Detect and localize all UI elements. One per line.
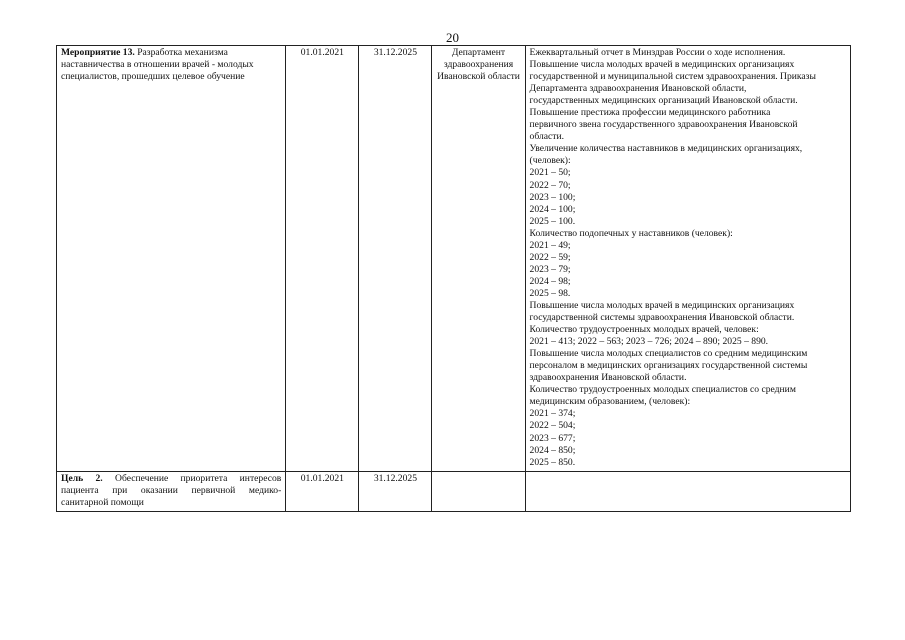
- result-line: медицинским образованием, (человек):: [529, 396, 691, 408]
- result-line: 2022 – 59;: [529, 251, 571, 263]
- result-line: 2025 – 98.: [529, 287, 571, 299]
- result-line: 2025 – 100.: [529, 215, 576, 227]
- end-date-cell: 31.12.2025: [359, 46, 432, 472]
- result-line: Повышение числа молодых врачей в медицинских организациях: [529, 59, 795, 71]
- result-line: Ежеквартальный отчет в Минздрав России о ходе исполнения.: [529, 47, 786, 58]
- goal-title-cell: [57, 471, 286, 511]
- result-line: персоналом в медицинских организациях государственной системы: [529, 360, 808, 372]
- result-line: первичного звена государственного здравоохранения Ивановской: [529, 119, 798, 131]
- results-lines: [530, 47, 846, 469]
- page-number: 20: [446, 30, 459, 45]
- start-date-cell: 01.01.2021: [286, 46, 359, 472]
- measures-table: [56, 45, 851, 512]
- table-row-measure-13: [57, 46, 851, 472]
- results-cell: [525, 46, 850, 472]
- result-line: Количество трудоустроенных молодых врачей, человек:: [529, 324, 759, 336]
- result-line: Департамента здравоохранения Ивановской области,: [529, 83, 747, 95]
- result-line: 2022 – 70;: [529, 179, 571, 191]
- goal-end-date-cell: 31.12.2025: [359, 471, 432, 511]
- result-line: 2023 – 677;: [529, 432, 576, 444]
- goal-results-cell: [525, 471, 850, 511]
- measure-title-bold: Мероприятие 13.: [61, 47, 135, 58]
- result-line: 2022 – 504;: [529, 420, 576, 432]
- result-line: 2021 – 413; 2022 – 563; 2023 – 726; 2024 – 890; 2025 – 890.: [529, 336, 769, 348]
- result-line: 2021 – 50;: [529, 167, 571, 179]
- result-line: Повышение престижа профессии медицинского работника: [529, 107, 771, 119]
- result-line: (человек):: [529, 155, 571, 167]
- goal-start-date-cell: 01.01.2021: [286, 471, 359, 511]
- result-line: Повышение числа молодых врачей в медицинских организациях: [529, 299, 795, 311]
- result-line: государственных медицинских организаций Ивановской области.: [529, 95, 798, 107]
- result-line: государственной и муниципальной систем здравоохранения. Приказы: [529, 71, 816, 83]
- result-line: 2025 – 850.: [529, 456, 576, 468]
- result-line: 2021 – 49;: [529, 239, 571, 251]
- result-line: здравоохранения Ивановской области.: [529, 372, 687, 384]
- result-line: государственной системы здравоохранения Ивановской области.: [529, 312, 795, 324]
- result-line: Увеличение количества наставников в медицинских организациях,: [529, 143, 803, 155]
- result-line: 2023 – 100;: [529, 191, 576, 203]
- goal-executor-cell: [432, 471, 525, 511]
- goal-title-bold: Цель 2.: [61, 472, 103, 484]
- measure-title-text: Разработка механизма наставничества в отношении врачей - молодых специалистов, прошедших целевое обучение: [61, 47, 254, 83]
- result-line: 2023 – 79;: [529, 263, 571, 275]
- measure-title-cell: [57, 46, 286, 472]
- executor-cell: Департамент здравоохранения Ивановской области: [432, 46, 525, 472]
- result-line: Количество подопечных у наставников (человек):: [529, 227, 733, 239]
- result-line: Количество трудоустроенных молодых специалистов со средним: [529, 384, 796, 396]
- result-line: 2024 – 98;: [529, 275, 571, 287]
- result-line: Повышение числа молодых специалистов со средним медицинским: [529, 348, 808, 360]
- result-line: области.: [529, 131, 565, 143]
- result-line: 2021 – 374;: [529, 408, 576, 420]
- goal-title-text: Обеспечение приоритета интересов пациента при оказании первичной медико-санитарной помощи: [61, 472, 282, 508]
- table-row-goal-2: [57, 471, 851, 511]
- result-line: 2024 – 100;: [529, 203, 576, 215]
- result-line: 2024 – 850;: [529, 444, 576, 456]
